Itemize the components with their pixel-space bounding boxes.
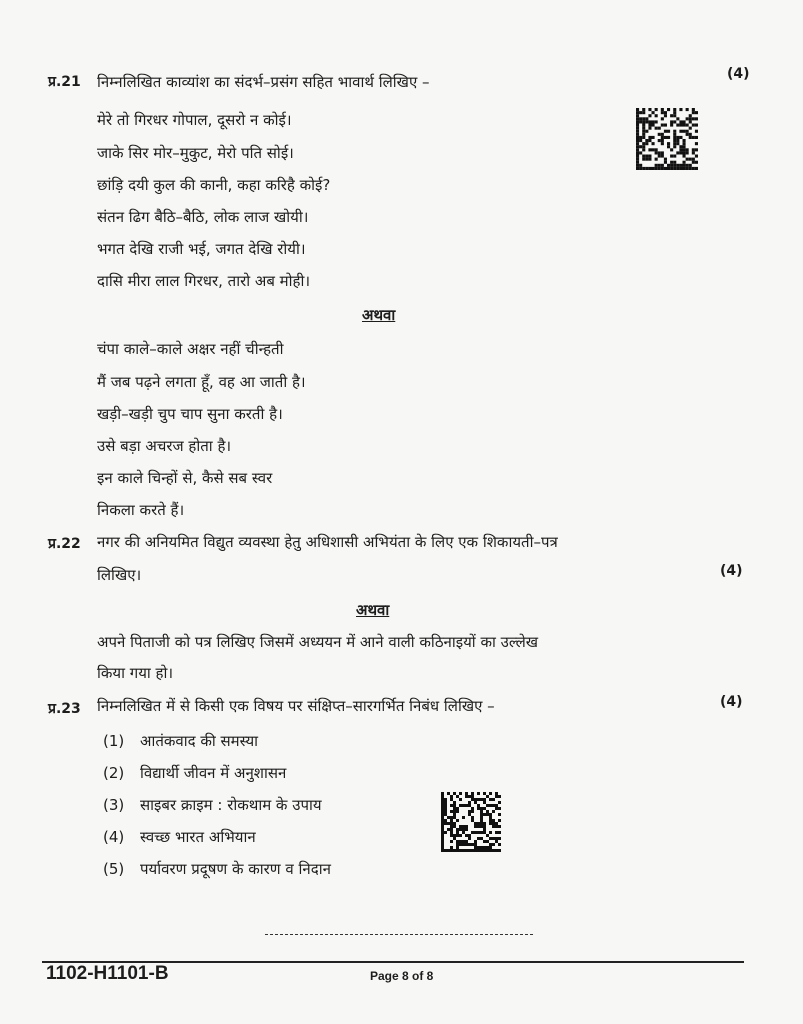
- question-22-line1: नगर की अनियमित विद्युत व्यवस्था हेतु अधिशासी अभियंता के लिए एक शिकायती–पत्र: [97, 533, 558, 551]
- qr-code-icon: [441, 792, 501, 852]
- option-number: (5): [103, 860, 125, 878]
- poem2-line: इन काले चिन्हों से, कैसे सब स्वर: [97, 469, 273, 487]
- or-label: अथवा: [362, 306, 396, 324]
- poem1-line: छांड़ि दयी कुल की कानी, कहा करिहै कोई?: [97, 176, 331, 194]
- poem2-line: उसे बड़ा अचरज होता है।: [97, 437, 232, 455]
- end-dashed-divider: [265, 934, 533, 935]
- poem2-line: चंपा काले–काले अक्षर नहीं चीन्हती: [97, 340, 284, 358]
- question-22-alt-line2: किया गया हो।: [97, 664, 174, 682]
- poem1-line: संतन ढिग बैठि–बैठि, लोक लाज खोयी।: [97, 208, 309, 226]
- page-number: Page 8 of 8: [370, 969, 434, 983]
- poem1-line: भगत देखि राजी भई, जगत देखि रोयी।: [97, 240, 306, 258]
- question-23-marks: (4): [720, 694, 743, 710]
- question-22-line2: लिखिए।: [97, 566, 142, 584]
- question-22-alt-line1: अपने पिताजी को पत्र लिखिए जिसमें अध्ययन में आने वाली कठिनाइयों का उल्लेख: [97, 633, 539, 651]
- option-number: (3): [103, 796, 125, 814]
- question-22-number: प्र.22: [48, 536, 81, 552]
- qr-code-icon: [636, 108, 698, 170]
- or-label: अथवा: [356, 601, 390, 619]
- option-number: (4): [103, 828, 125, 846]
- question-23-number: प्र.23: [48, 701, 81, 717]
- option-text: पर्यावरण प्रदूषण के कारण व निदान: [140, 860, 331, 878]
- option-number: (1): [103, 732, 125, 750]
- option-text: स्वच्छ भारत अभियान: [140, 828, 256, 846]
- poem1-line: दासि मीरा लाल गिरधर, तारो अब मोही।: [97, 272, 311, 290]
- poem1-line: मेरे तो गिरधर गोपाल, दूसरो न कोई।: [97, 111, 292, 129]
- question-23-title: निम्नलिखित में से किसी एक विषय पर संक्षिप्त–सारगर्भित निबंध लिखिए –: [97, 697, 495, 715]
- poem2-line: खड़ी–खड़ी चुप चाप सुना करती है।: [97, 405, 283, 423]
- question-21-marks: (4): [727, 66, 750, 82]
- option-text: आतंकवाद की समस्या: [140, 732, 259, 750]
- option-text: साइबर क्राइम : रोकथाम के उपाय: [140, 796, 322, 814]
- option-text: विद्यार्थी जीवन में अनुशासन: [140, 764, 287, 782]
- poem2-line: मैं जब पढ़ने लगता हूँ, वह आ जाती है।: [97, 373, 306, 391]
- poem1-line: जाके सिर मोर–मुकुट, मेरो पति सोई।: [97, 144, 294, 162]
- question-21-number: प्र.21: [48, 74, 81, 90]
- poem2-line: निकला करते हैं।: [97, 501, 185, 519]
- option-number: (2): [103, 764, 125, 782]
- paper-code: 1102-H1101-B: [46, 963, 169, 984]
- question-22-marks: (4): [720, 563, 743, 579]
- question-21-title: निम्नलिखित काव्यांश का संदर्भ–प्रसंग सहित भावार्थ लिखिए –: [97, 73, 430, 91]
